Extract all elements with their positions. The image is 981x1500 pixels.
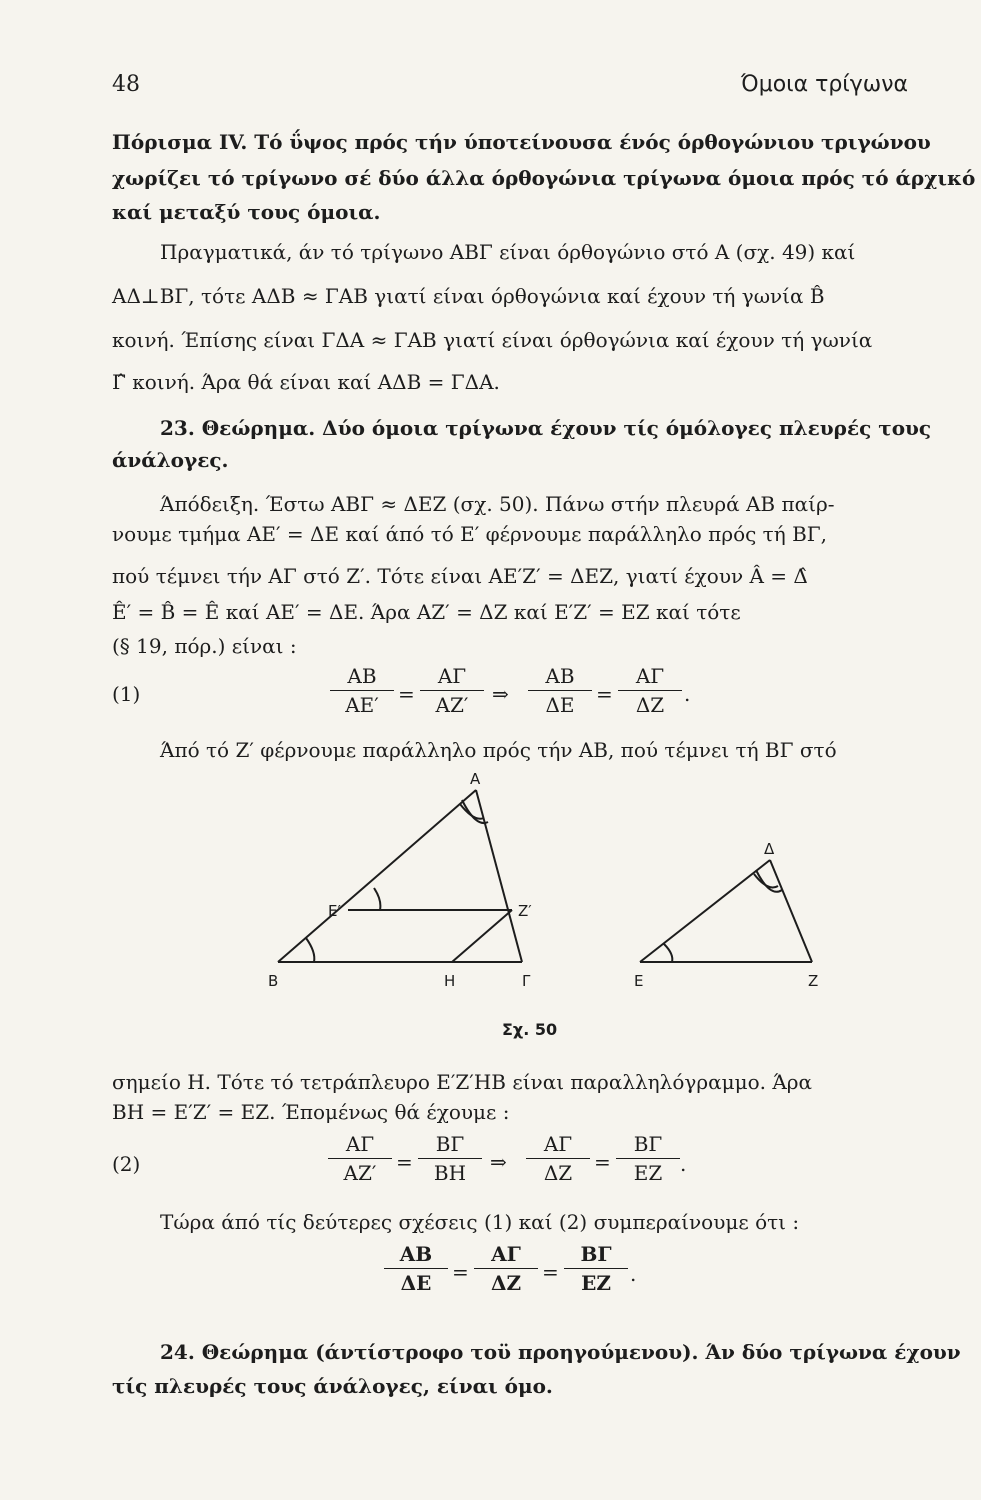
- figure-caption: Σχ. 50: [502, 1020, 558, 1039]
- side-ab: [278, 790, 476, 962]
- label-g: Γ: [522, 972, 531, 990]
- theorem24-line-2: τίς πλευρές τους άνάλογες, είναι όμο.: [112, 1374, 553, 1398]
- proof4-line-2: ΒΗ = Ε′Ζ′ = ΕΖ. Έπομένως θά έχουμε :: [112, 1100, 510, 1124]
- eq2-frac-d: [616, 1132, 680, 1185]
- side-dz: [770, 860, 812, 962]
- eq1-frac-c: [528, 664, 592, 717]
- angle-arc-e1: [374, 888, 380, 910]
- proof1-line-3: κοινή. Έπίσης είναι ΓΔΑ ≈ ΓΑΒ γιατί είναι όρθογώνια καί έχουν τή γωνία: [112, 328, 873, 352]
- proof2-line-5: (§ 19, πόρ.) είναι :: [112, 634, 297, 658]
- segment-z1h: [452, 910, 512, 962]
- proof1-line-1: Πραγματικά, άν τό τρίγωνο ΑΒΓ είναι όρθογώνιο στό Α (σχ. 49) καί: [160, 240, 856, 264]
- label-z1: Z′: [518, 902, 532, 920]
- proof1-line-2: ΑΔ⊥ΒΓ, τότε ΑΔΒ ≈ ΓΑΒ γιατί είναι όρθογώνια καί έχουν τή γωνία B̂: [112, 284, 825, 308]
- proof2-line-2: νουμε τμήμα ΑΕ′ = ΔΕ καί άπό τό Ε′ φέρνουμε παράλληλο πρός τή ΒΓ,: [112, 522, 828, 546]
- eq2-equals-1: =: [396, 1150, 413, 1174]
- eq3-equals-2: =: [542, 1260, 559, 1284]
- eq3-a-den: ΔΕ: [400, 1271, 432, 1295]
- eq1-a-num: ΑΒ: [330, 664, 394, 691]
- page-number: 48: [112, 72, 140, 97]
- eq2-c-den: ΔΖ: [543, 1161, 573, 1185]
- angle-arc-e: [664, 944, 672, 962]
- running-title: Όμοια τρίγωνα: [740, 72, 908, 97]
- theorem24-line-1: 24. Θεώρημα (άντίστροφο τοϋ προηγούμενου). Άν δύο τρίγωνα έχουν: [160, 1340, 961, 1364]
- eq3-frac-b: [474, 1242, 538, 1295]
- angle-arc-b: [306, 938, 314, 962]
- eq1-implies: ⇒: [492, 682, 509, 706]
- eq3-b-den: ΔΖ: [490, 1271, 522, 1295]
- eq2-a-den: ΑΖ′: [343, 1161, 377, 1185]
- eq1-d-num: ΑΓ: [618, 664, 682, 691]
- proof5-line-1: Τώρα άπό τίς δεύτερες σχέσεις (1) καί (2) συμπεραίνουμε ότι :: [160, 1210, 800, 1234]
- eq1-equals-1: =: [398, 682, 415, 706]
- eq1-d-den: ΔΖ: [635, 693, 665, 717]
- eq2-implies: ⇒: [490, 1150, 507, 1174]
- label-b: B: [268, 972, 279, 990]
- eq3-c-num: ΒΓ: [564, 1242, 628, 1269]
- eq1-equals-2: =: [596, 682, 613, 706]
- label-z: Z: [808, 972, 819, 990]
- theorem23-line-2: άνάλογες.: [112, 448, 229, 472]
- eq1-b-num: ΑΓ: [420, 664, 484, 691]
- eq1-label: (1): [112, 682, 141, 706]
- eq1-c-den: ΔΕ: [545, 693, 575, 717]
- eq2-a-num: ΑΓ: [328, 1132, 392, 1159]
- theorem23-line-1: 23. Θεώρημα. Δύο όμοια τρίγωνα έχουν τίς όμόλογες πλευρές τους: [160, 416, 932, 440]
- porisma-line-1: Πόρισμα IV. Τό ΰψος πρός τήν ύποτείνουσα ένός όρθογώνιου τριγώνου: [112, 130, 931, 154]
- eq1-frac-b: [420, 664, 484, 717]
- label-d: Δ: [764, 840, 775, 858]
- eq3-period: .: [630, 1262, 637, 1286]
- eq1-a-den: ΑΕ′: [345, 693, 379, 717]
- eq2-b-num: ΒΓ: [418, 1132, 482, 1159]
- side-de: [640, 860, 770, 962]
- eq2-equals-2: =: [594, 1150, 611, 1174]
- eq2-c-num: ΑΓ: [526, 1132, 590, 1159]
- proof3-line-1: Άπό τό Ζ′ φέρνουμε παράλληλο πρός τήν ΑΒ, πού τέμνει τή ΒΓ στό: [160, 738, 837, 762]
- eq3-frac-a: [384, 1242, 448, 1295]
- eq1-frac-d: [618, 664, 682, 717]
- eq2-d-den: ΕΖ: [633, 1161, 663, 1185]
- proof2-line-4: Ê′ = B̂ = Ê καί ΑΕ′ = ΔΕ. Άρα ΑΖ′ = ΔΖ καί Ε′Ζ′ = ΕΖ καί τότε: [112, 600, 741, 624]
- eq3-equals-1: =: [452, 1260, 469, 1284]
- eq3-frac-c: [564, 1242, 628, 1295]
- eq1-b-den: ΑΖ′: [435, 693, 469, 717]
- eq2-frac-b: [418, 1132, 482, 1185]
- label-h: H: [444, 972, 456, 990]
- proof2-line-3: πού τέμνει τήν ΑΓ στό Ζ′. Τότε είναι ΑΕ′Ζ′ = ΔΕΖ, γιατί έχουν Â = Δ̂: [112, 564, 808, 588]
- eq2-d-num: ΒΓ: [616, 1132, 680, 1159]
- eq2-label: (2): [112, 1152, 141, 1176]
- proof2-line-1: Άπόδειξη. Έστω ΑΒΓ ≈ ΔΕΖ (σχ. 50). Πάνω στήν πλευρά ΑΒ παίρ-: [160, 492, 835, 516]
- eq3-b-num: ΑΓ: [474, 1242, 538, 1269]
- porisma-line-2: χωρίζει τό τρίγωνο σέ δύο άλλα όρθογώνια τρίγωνα όμοια πρός τό άρχικό: [112, 166, 976, 190]
- eq2-b-den: ΒΗ: [433, 1161, 467, 1185]
- porisma-line-3: καί μεταξύ τους όμοια.: [112, 200, 381, 224]
- eq1-frac-a: [330, 664, 394, 717]
- label-e: E: [634, 972, 644, 990]
- eq3-c-den: ΕΖ: [581, 1271, 611, 1295]
- figure-50: [240, 760, 880, 1080]
- eq2-frac-c: [526, 1132, 590, 1185]
- eq2-frac-a: [328, 1132, 392, 1185]
- eq2-period: .: [680, 1152, 687, 1176]
- eq3-a-num: ΑΒ: [384, 1242, 448, 1269]
- label-e1: E′: [328, 902, 341, 920]
- proof1-line-4: Γ̂ κοινή. Άρα θά είναι καί ΑΔΒ = ΓΔΑ.: [112, 370, 500, 394]
- eq1-c-num: ΑΒ: [528, 664, 592, 691]
- eq1-period: .: [684, 682, 691, 706]
- label-a: A: [470, 770, 481, 788]
- proof4-line-1: σημείο Η. Τότε τό τετράπλευρο Ε′Ζ′ΗΒ είναι παραλληλόγραμμο. Άρα: [112, 1070, 813, 1094]
